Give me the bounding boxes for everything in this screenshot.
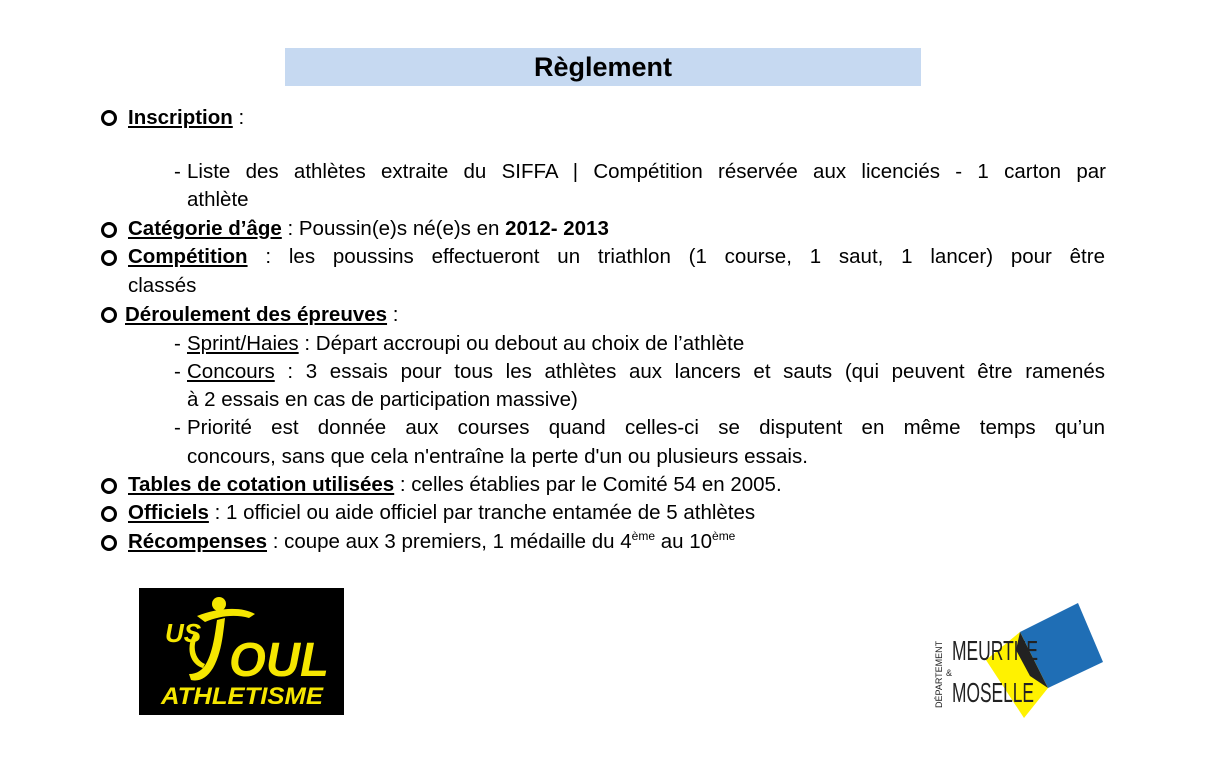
svg-text:DÉPARTEMENT: DÉPARTEMENT bbox=[934, 640, 944, 708]
recompenses-line bbox=[128, 528, 735, 556]
bullet-icon bbox=[101, 110, 117, 126]
dash-marker: - bbox=[174, 332, 181, 355]
categorie-text: : Poussin(e)s né(e)s en bbox=[281, 217, 506, 240]
bullet-icon bbox=[101, 222, 117, 238]
svg-text:MOSELLE: MOSELLE bbox=[952, 677, 1034, 708]
svg-text:OUL: OUL bbox=[229, 634, 329, 687]
bullet-icon bbox=[101, 250, 117, 266]
inscription-suffix: : bbox=[232, 106, 245, 129]
officiels-line bbox=[128, 499, 755, 527]
competition-text-1: : les poussins effectueront un triathlon (1 course, 1 saut, 1 lancer) pour être bbox=[247, 245, 1105, 268]
us-toul-logo-art bbox=[139, 588, 344, 715]
recompenses-label: Récompenses bbox=[128, 530, 268, 553]
priorite-line2: concours, sans que cela n'entraîne la perte d'un ou plusieurs essais. bbox=[187, 445, 808, 468]
inscription-item-line2: athlète bbox=[187, 188, 249, 211]
deroulement-heading bbox=[125, 301, 398, 329]
svg-text:ATHLETISME: ATHLETISME bbox=[159, 683, 325, 710]
tables-line bbox=[128, 471, 782, 499]
dash-marker: - bbox=[174, 416, 181, 439]
categorie-years: 2012- 2013 bbox=[505, 217, 609, 240]
sprint-line bbox=[187, 330, 744, 358]
categorie-line bbox=[128, 215, 609, 243]
bullet-icon bbox=[101, 307, 117, 323]
deroulement-label: Déroulement des épreuves bbox=[125, 303, 388, 326]
meurthe-moselle-logo-art bbox=[928, 598, 1103, 720]
recompenses-sup-b: ème bbox=[712, 529, 736, 543]
deroulement-suffix: : bbox=[387, 303, 399, 326]
page-title: Règlement bbox=[533, 52, 673, 82]
recompenses-text-b: au 10 bbox=[655, 530, 713, 553]
recompenses-sup-a: ème bbox=[631, 529, 656, 543]
svg-text:&: & bbox=[946, 668, 953, 678]
us-toul-logo bbox=[139, 588, 344, 715]
dash-marker: - bbox=[174, 160, 181, 183]
concours-label: Concours bbox=[187, 360, 275, 383]
dash-marker: - bbox=[174, 360, 181, 383]
tables-text: : celles établies par le Comité 54 en 2005. bbox=[394, 473, 782, 496]
sprint-label: Sprint/Haies bbox=[187, 332, 299, 355]
competition-label: Compétition bbox=[128, 245, 248, 268]
concours-text-1: : 3 essais pour tous les athlètes aux lancers et sauts (qui peuvent être ramenés bbox=[274, 360, 1105, 383]
priorite-line1: Priorité est donnée aux courses quand celles-ci se disputent en même temps qu’un bbox=[187, 416, 1105, 439]
competition-line1 bbox=[128, 243, 1105, 271]
inscription-heading bbox=[128, 104, 244, 132]
inscription-label: Inscription bbox=[128, 106, 233, 129]
categorie-label: Catégorie d’âge bbox=[128, 217, 282, 240]
concours-line2: à 2 essais en cas de participation massive) bbox=[187, 388, 578, 411]
bullet-icon bbox=[101, 535, 117, 551]
competition-line2: classés bbox=[128, 274, 197, 297]
concours-line1 bbox=[187, 358, 1105, 386]
bullet-icon bbox=[101, 506, 117, 522]
inscription-item-line1: Liste des athlètes extraite du SIFFA | Compétition réservée aux licenciés - 1 carton par bbox=[187, 160, 1106, 183]
officiels-label: Officiels bbox=[128, 501, 209, 524]
svg-text:US: US bbox=[165, 618, 202, 648]
tables-label: Tables de cotation utilisées bbox=[128, 473, 395, 496]
svg-text:MEURTHE: MEURTHE bbox=[952, 635, 1038, 666]
bullet-icon bbox=[101, 478, 117, 494]
recompenses-text-a: : coupe aux 3 premiers, 1 médaille du 4 bbox=[267, 530, 632, 553]
title-banner bbox=[285, 48, 921, 86]
sprint-text: : Départ accroupi ou debout au choix de l’athlète bbox=[298, 332, 745, 355]
meurthe-moselle-logo bbox=[928, 598, 1103, 720]
officiels-text: : 1 officiel ou aide officiel par tranche entamée de 5 athlètes bbox=[208, 501, 756, 524]
